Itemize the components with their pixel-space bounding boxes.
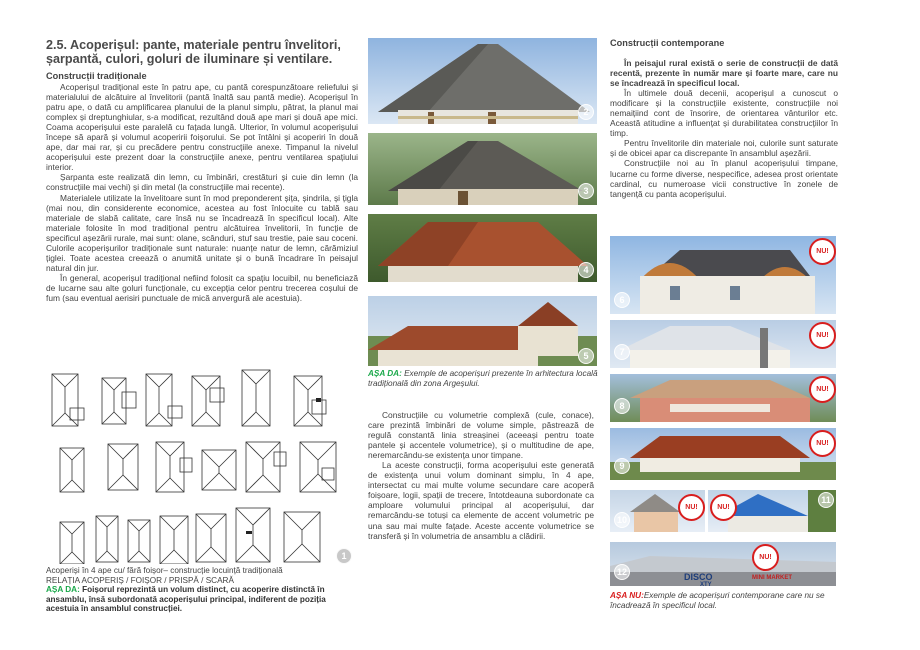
paragraph: În general, acoperișul tradițional nefiind folosit ca spațiu locuibil, nu beneficiază de lucarne sau alte goluri funcționale, cu excepția celor pentru trecerea coșului de fum (sau eventual aerisiri punctuale de mică anvergură ale acestuia). <box>46 272 358 303</box>
lead-paragraph: În peisajul rural există o serie de construcții de dată recentă, prezente în număr mare și foarte mare, care nu se încadrează în specificul local. <box>610 58 838 89</box>
photo-traditional-roof <box>368 38 597 124</box>
left-caption <box>46 566 358 614</box>
roof-plans-drawing <box>46 368 352 564</box>
caption-rule-text: Foișorul reprezintă un volum distinct, cu acoperire distinctă în ansamblu, însă subordonată acoperișului principal, indiferent de poziția acestuia în ansamblul construcției. <box>46 585 326 614</box>
roof-plan <box>102 378 136 424</box>
paragraph: Construcțiile cu volumetrie complexă (cule, conace), care prezintă îmbinări de volume simple, păstrează de regulă constantă linia streașinei (aceeași pentru toate pantele și accentele volumetrice), și o multitudine de ape, neremarcându-se existența unor timpane. <box>368 410 594 461</box>
photo-number-badge: 8 <box>614 398 630 414</box>
right-column <box>610 38 838 199</box>
nu-warning-badge: NU! <box>710 494 737 521</box>
roof-plan <box>236 508 270 562</box>
middle-text <box>368 410 594 541</box>
roof-plan <box>60 522 84 564</box>
sign-disco: DISCO <box>684 572 713 582</box>
photo-contemporary-roof <box>610 542 836 586</box>
photo-contemporary-roof <box>610 490 705 532</box>
sign-market: MINI MARKET <box>752 575 792 581</box>
roof-illustration <box>368 133 597 205</box>
nu-warning-badge: NU! <box>809 376 836 403</box>
roof-plan <box>160 516 188 564</box>
nu-warning-badge: NU! <box>809 238 836 265</box>
roof-illustration <box>610 374 836 422</box>
roof-plan <box>300 442 336 492</box>
roof-plan <box>128 520 150 562</box>
photo-number-badge: 11 <box>818 492 834 508</box>
paragraph: Șarpanta este realizată din lemn, cu îmbinări, crestături și cuie din lemn (la construcțiile mai vechi) și din metal (la construcțiile mai recente). <box>46 172 358 193</box>
photo-number-badge: 9 <box>614 458 630 474</box>
roof-plan <box>246 442 286 492</box>
roof-illustration <box>368 296 597 366</box>
roof-plan <box>52 374 84 426</box>
roof-illustration <box>610 542 836 586</box>
caption-text: Exemple de acoperișuri contemporane care nu se încadrează în specificul local. <box>610 591 825 610</box>
photo-number-badge: 3 <box>578 183 594 199</box>
nu-warning-badge: NU! <box>678 494 705 521</box>
photo-contemporary-roof <box>708 490 836 532</box>
right-caption <box>610 591 838 610</box>
caption-label-yes: AȘA DA: <box>368 369 402 378</box>
roof-illustration <box>610 320 836 368</box>
photo-traditional-roof <box>368 214 597 282</box>
caption-label-no: AȘA NU: <box>610 591 644 600</box>
roof-plan <box>196 514 226 562</box>
photo-number-badge: 10 <box>614 512 630 528</box>
nu-warning-badge: NU! <box>752 544 779 571</box>
nu-warning-badge: NU! <box>809 430 836 457</box>
caption-rule <box>46 585 358 614</box>
roof-plan <box>192 376 224 426</box>
paragraph: La aceste construcții, forma acoperișului este generată de existența unui volum dominant simplu, în 4 ape, intersectat cu mai multe volume secundare care acoperă foișoare, logii, spații de trecere, întotdeauna subordonate ca amploare volumului principal al acoperișului, dar remarcându-se totuși ca elemente de accent volumetric pe una sau mai multe fațade. Aceste accente volumetrice se transferă și în volumetria de ansamblu a clădirii. <box>368 460 594 541</box>
photo-number-badge: 7 <box>614 344 630 360</box>
photo-contemporary-roof <box>610 320 836 368</box>
contemporary-subtitle: Construcții contemporane <box>610 38 725 48</box>
photo-contemporary-roof <box>610 428 836 480</box>
caption-line: Acoperiși în 4 ape cu/ fără foișor– construcție locuință tradițională <box>46 566 283 575</box>
roof-plan <box>284 512 320 562</box>
sign-xty: XTY <box>700 582 712 586</box>
roof-illustration <box>368 214 597 282</box>
caption-line: RELAȚIA ACOPERIȘ / FOIȘOR / PRISPĂ / SCARĂ <box>46 575 234 585</box>
roof-plan <box>156 442 192 492</box>
traditional-subtitle: Construcții tradiționale <box>46 71 147 81</box>
roof-plan <box>242 370 270 426</box>
paragraph: Pentru învelitorile din materiale noi, culorile sunt saturate și de obicei apar ca discrepante în ansamblul așezării. <box>610 138 838 159</box>
left-column <box>46 38 358 303</box>
roof-plan <box>294 376 326 426</box>
roof-plan <box>60 448 84 492</box>
roof-plan <box>108 444 138 490</box>
roof-plans-figure <box>46 368 352 564</box>
roof-plan <box>96 516 118 562</box>
photo-number-badge: 4 <box>578 262 594 278</box>
photo-number-badge: 5 <box>578 348 594 364</box>
caption-label-yes: AȘA DA: <box>46 585 80 595</box>
photo-contemporary-roof <box>610 236 836 314</box>
roof-illustration <box>368 38 597 124</box>
roof-plan <box>202 450 236 490</box>
roof-illustration <box>610 236 836 314</box>
paragraph: Construcțiile noi au în planul acoperișului timpane, lucarne cu forme diverse, nespecifice, adesea prost orientate cardinal, cu numeroase vicii constructive în zonele de tangență cu panta acoperișului. <box>610 158 838 199</box>
roof-plan <box>146 374 182 426</box>
paragraph: Materialele utilizate la învelitoare sunt în mod preponderent șița, șindrila, și țigla (mai nou, din considerente economice, acestea au fost înlocuite cu tablă sau materiale de slabă calitate, care însă nu se încadrează în specificul local). Alte materiale folosite în mod tradițional pentru alcătuirea învelitorii, în funcție de specificul așezării rurale, mai sunt: olane, scânduri, stuf sau trestie, paie sau coceni. Culorile acoperișurilor tradiționale sunt naturale: nuanțe natur de lemn, cărămiziul țiglei. Toate acestea creează o anumită unitate și o bună încadrare în peisajul natural din jur. <box>46 192 358 273</box>
section-title: 2.5. Acoperișul: pante, materiale pentru învelitori, șarpantă, culori, goluri de iluminare și ventilare. <box>46 38 341 66</box>
figure-number-badge: 1 <box>336 548 352 564</box>
nu-warning-badge: NU! <box>809 322 836 349</box>
photo-number-badge: 2 <box>578 104 594 120</box>
caption-text: Exemple de acoperișuri prezente în arhitectura locală tradițională din zona Argeșului. <box>368 369 598 388</box>
photo-number-badge: 12 <box>614 564 630 580</box>
paragraph: În ultimele două decenii, acoperișul a cunoscut o modificare și la construcțiile existente, construcțiile noi nemaițiind cont de însorire, de orientarea vânturilor etc. Această atitudine a influențat și durabilitatea construcțiilor în timp. <box>610 88 838 139</box>
photo-contemporary-roof <box>610 374 836 422</box>
paragraph: Acoperișul tradițional este în patru ape, cu pantă corespunzătoare reliefului și materialului de alcătuire al învelitorii (pantă înaltă sau pantă medie). Acoperișul în patru ape, o dată cu amplificarea planului de la planul simplu, pătrat, la planul mai complex și dreptunghiular, s-a modificat, rezultând două ape mari și două ape mici. Coama acoperișului este paralelă cu fațada lungă. Ulterior, în volumul acoperișului începe să apară și volumul acoperirii foișorului. Se pot întâlni și acoperiri în două ape, dar mai rar, și cu precădere pentru construcțiile anexe. Timpanul la nivelul acoperișului este prezent doar la construcțiile anexe, pentru ventilarea spațiului interior. <box>46 82 358 173</box>
middle-caption <box>368 369 600 388</box>
photo-number-badge: 6 <box>614 292 630 308</box>
photo-traditional-roof <box>368 133 597 205</box>
roof-illustration <box>610 428 836 480</box>
photo-traditional-roof <box>368 296 597 366</box>
